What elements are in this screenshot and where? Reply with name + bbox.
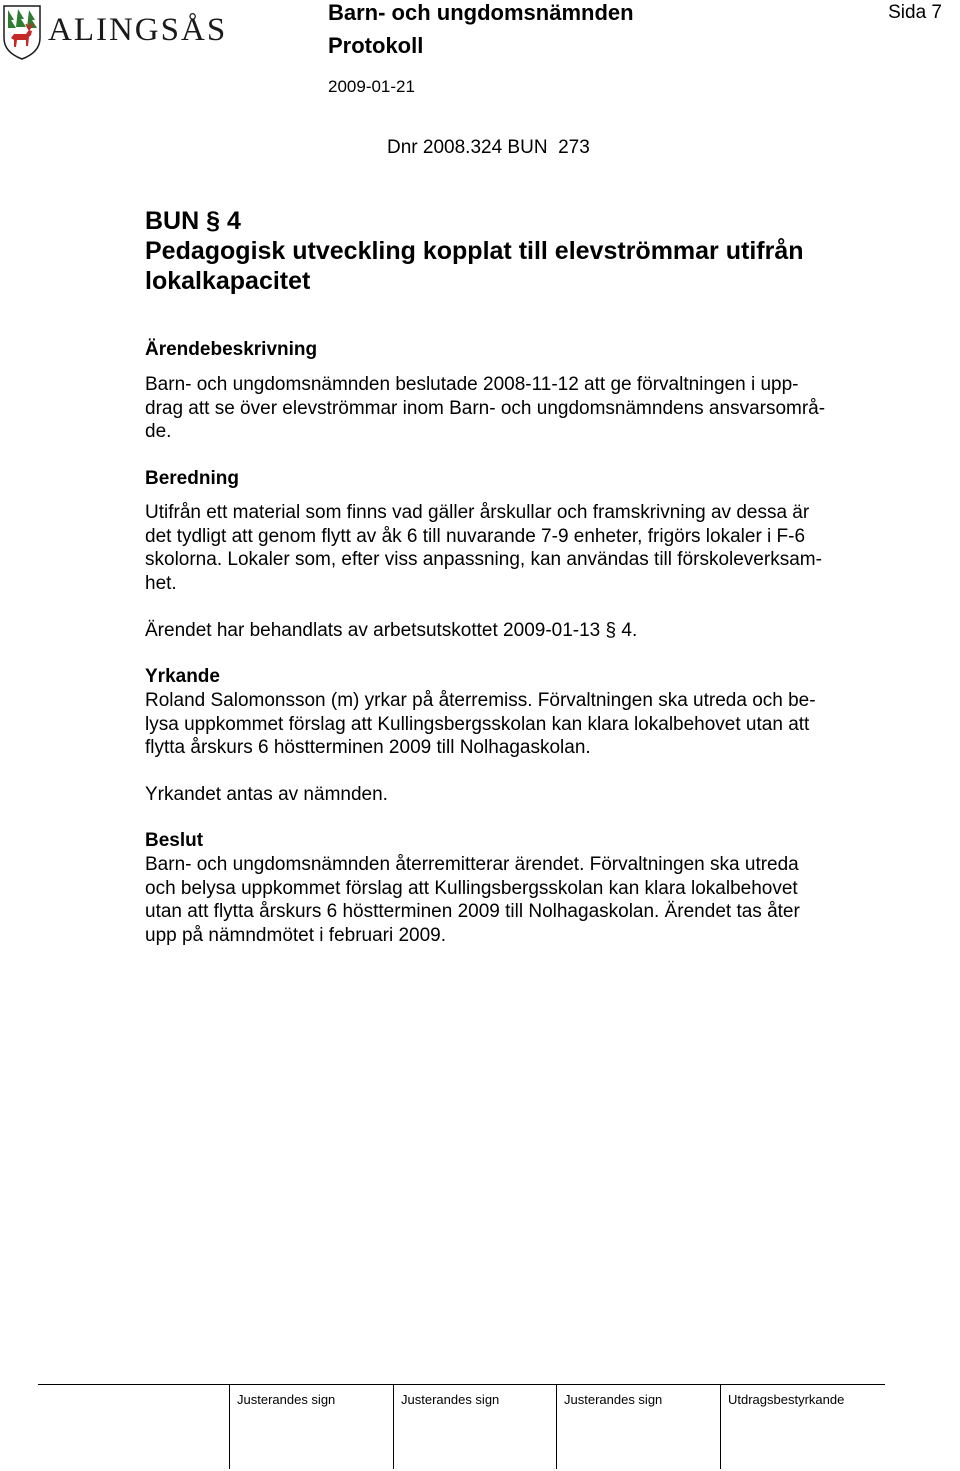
heading-arendebeskrivning: Ärendebeskrivning bbox=[145, 339, 318, 360]
au-note bbox=[145, 619, 875, 643]
text-line: het. bbox=[145, 572, 177, 594]
logo-wordmark: ALINGSÅS bbox=[48, 12, 228, 48]
text-line: de. bbox=[145, 421, 172, 442]
paragraph-number: BUN § 4 bbox=[145, 207, 241, 235]
text-line: Barn- och ungdomsnämnden återremitterar ärendet. Förvaltningen ska utreda bbox=[145, 854, 799, 875]
paragraph-beslut bbox=[145, 853, 875, 947]
coat-of-arms-icon bbox=[2, 4, 254, 60]
text-line: lysa uppkommet förslag att Kullingsbergsskolan kan klara lokalbehovet utan att bbox=[145, 713, 810, 735]
text-line: Utifrån ett material som finns vad gäller årskullar och framskrivning av dessa är bbox=[145, 502, 810, 523]
text-line: Yrkandet antas av nämnden. bbox=[145, 784, 388, 805]
signature-label: Justerandes sign bbox=[401, 1392, 500, 1407]
heading-beredning: Beredning bbox=[145, 468, 239, 489]
signature-box bbox=[393, 1385, 394, 1469]
municipality-logo bbox=[2, 4, 254, 60]
heading-yrkande: Yrkande bbox=[145, 666, 220, 687]
meeting-date: 2009-01-21 bbox=[328, 77, 415, 96]
yrkande-note bbox=[145, 783, 875, 807]
certification-label: Utdragsbestyrkande bbox=[728, 1392, 845, 1407]
signature-label: Justerandes sign bbox=[237, 1392, 336, 1407]
paragraph-arendebeskrivning bbox=[145, 373, 875, 444]
page-number: Sida 7 bbox=[888, 2, 942, 23]
signature-box bbox=[556, 1385, 557, 1469]
text-line: flytta årskurs 6 höstterminen 2009 till Nolhagaskolan. bbox=[145, 737, 591, 758]
text-line: utan att flytta årskurs 6 höstterminen 2009 till Nolhagaskolan. Ärendet tas åter bbox=[145, 901, 800, 922]
paragraph-beredning bbox=[145, 501, 875, 595]
signature-box bbox=[720, 1385, 721, 1469]
text-line: Ärendet har behandlats av arbetsutskottet 2009-01-13 § 4. bbox=[145, 620, 638, 641]
text-line: upp på nämndmötet i februari 2009. bbox=[145, 924, 447, 946]
title-line: Pedagogisk utveckling kopplat till elevströmmar utifrån bbox=[145, 237, 804, 265]
signature-box bbox=[229, 1385, 230, 1469]
text-line: skolorna. Lokaler som, efter viss anpassning, kan användas till förskoleverksam- bbox=[145, 549, 822, 570]
text-line: det tydligt att genom flytt av åk 6 till nuvarande 7-9 enheter, frigörs lokaler i F-6 bbox=[145, 525, 806, 547]
paragraph-yrkande bbox=[145, 689, 875, 760]
text-line: Roland Salomonsson (m) yrkar på återremiss. Förvaltningen ska utreda och be- bbox=[145, 690, 816, 711]
registration-number: Dnr 2008.324 BUN 273 bbox=[387, 137, 590, 158]
text-line: drag att se över elevströmmar inom Barn- och ungdomsnämndens ansvarsområ- bbox=[145, 397, 826, 419]
heading-beslut: Beslut bbox=[145, 830, 204, 851]
committee-name: Barn- och ungdomsnämnden bbox=[328, 0, 634, 25]
footer-divider bbox=[38, 1384, 885, 1385]
document-type: Protokoll bbox=[328, 33, 424, 58]
text-line: och belysa uppkommet förslag att Kullingsbergsskolan kan klara lokalbehovet bbox=[145, 877, 798, 899]
text-line: Barn- och ungdomsnämnden beslutade 2008-11-12 att ge förvaltningen i upp- bbox=[145, 374, 799, 395]
title-line: lokalkapacitet bbox=[145, 267, 311, 295]
signature-label: Justerandes sign bbox=[564, 1392, 663, 1407]
